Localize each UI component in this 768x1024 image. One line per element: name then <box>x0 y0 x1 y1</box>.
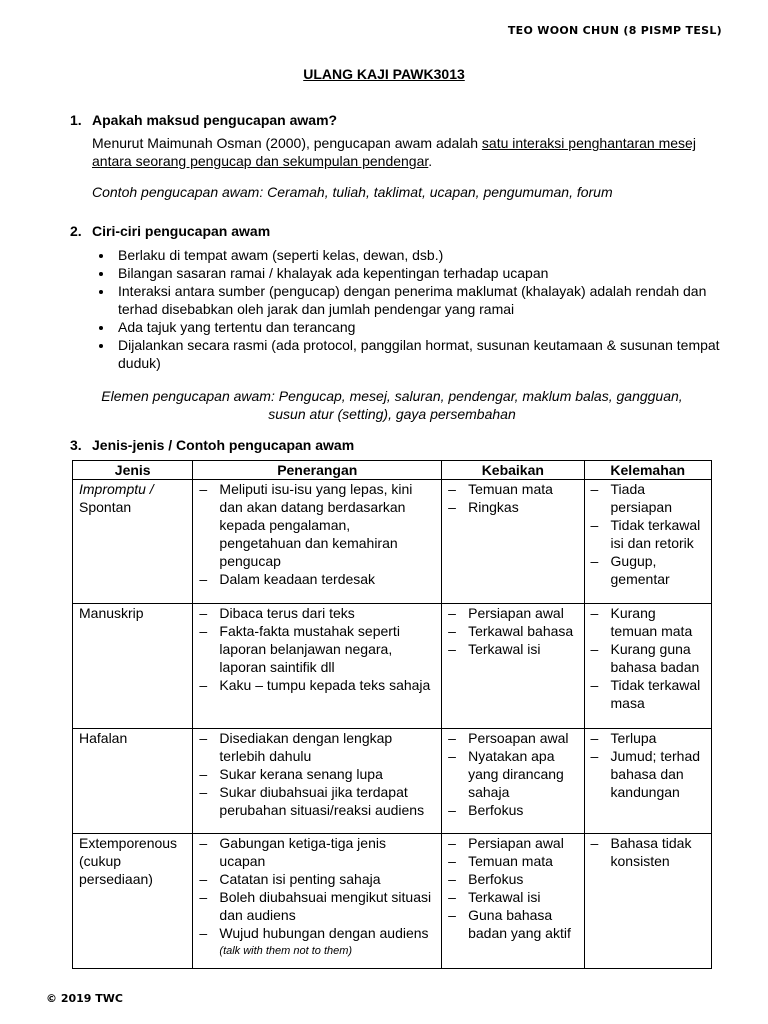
table-row <box>73 729 712 834</box>
section1-examples: Contoh pengucapan awam: Ceramah, tuliah, taklimat, ucapan, pengumuman, forum <box>92 184 613 200</box>
cell-jenis <box>73 729 193 834</box>
list-item: – Tidak terkawal masa <box>591 676 705 712</box>
column-header-kelemahan: Kelemahan <box>584 461 711 480</box>
types-table <box>72 460 712 969</box>
table-row <box>73 834 712 969</box>
list-item: • Bilangan sasaran ramai / khalayak ada kepentingan terhadap ucapan <box>114 264 734 282</box>
definition-underlined-2: antara seorang pengucap dan sekumpulan pendengar <box>92 153 429 169</box>
cell-kelemahan <box>584 729 711 834</box>
list-item: – Jumud; terhad bahasa dan kandungan <box>591 747 705 801</box>
cell-jenis <box>73 604 193 729</box>
list-item: – Temuan mata <box>448 480 577 498</box>
list-item: – Kurang guna bahasa badan <box>591 640 705 676</box>
jenis-label: Spontan <box>79 499 132 515</box>
cell-kebaikan <box>442 729 584 834</box>
list-item: • Berlaku di tempat awam (seperti kelas, dewan, dsb.) <box>114 246 734 264</box>
list-item: – Gugup, gementar <box>591 552 705 588</box>
definition-underlined-1: satu interaksi penghantaran mesej <box>481 135 696 151</box>
list-item: – Gabungan ketiga-tiga jenis ucapan <box>199 834 435 870</box>
cell-penerangan <box>193 729 442 834</box>
list-item: – Berfokus <box>448 801 577 819</box>
section3-heading <box>70 437 354 453</box>
list-item: – Guna bahasa badan yang aktif <box>448 906 577 942</box>
section1-title: Apakah maksud pengucapan awam? <box>92 112 338 128</box>
jenis-label: Extemporenous (cukup persediaan) <box>79 835 178 887</box>
section3-number: 3. <box>70 437 82 453</box>
elements-note <box>92 387 692 423</box>
list-item: – Bahasa tidak konsisten <box>591 834 705 870</box>
jenis-italic: Impromptu / <box>79 481 154 497</box>
list-item: – Kurang temuan mata <box>591 604 705 640</box>
table-header-row <box>73 461 712 480</box>
elements-line-1: Elemen pengucapan awam: Pengucap, mesej, saluran, pendengar, maklum balas, gangguan, <box>101 388 683 404</box>
list-item: – Temuan mata <box>448 852 577 870</box>
table-row <box>73 604 712 729</box>
list-item: – Terlupa <box>591 729 705 747</box>
list-item: – Terkawal isi <box>448 888 577 906</box>
author-header: TEO WOON CHUN (8 PISMP TESL) <box>507 24 722 37</box>
cell-penerangan <box>193 604 442 729</box>
list-item: – Persiapan awal <box>448 834 577 852</box>
list-item: – Sukar kerana senang lupa <box>199 765 435 783</box>
definition-prefix: Menurut Maimunah Osman (2000), pengucapan awam adalah <box>92 135 482 151</box>
section1-heading <box>70 112 337 128</box>
cell-kelemahan <box>584 834 711 969</box>
list-item: – Sukar diubahsuai jika terdapat perubahan situasi/reaksi audiens <box>199 783 435 819</box>
list-item: – Kaku – tumpu kepada teks sahaja <box>199 676 435 694</box>
cell-kelemahan <box>584 604 711 729</box>
column-header-jenis: Jenis <box>73 461 193 480</box>
page-title: ULANG KAJI PAWK3013 <box>303 66 465 82</box>
cell-penerangan <box>193 834 442 969</box>
section2-title: Ciri-ciri pengucapan awam <box>92 223 271 239</box>
list-item: – Ringkas <box>448 498 577 516</box>
list-item: – Boleh diubahsuai mengikut situasi dan audiens <box>199 888 435 924</box>
column-header-penerangan: Penerangan <box>193 461 442 480</box>
features-list <box>92 246 734 372</box>
cell-penerangan <box>193 480 442 604</box>
cell-kelemahan <box>584 480 711 604</box>
list-item: – Tiada persiapan <box>591 480 705 516</box>
list-item: – Fakta-fakta mustahak seperti laporan belanjawan negara, laporan saintifik dll <box>199 622 435 676</box>
section2-number: 2. <box>70 223 82 239</box>
list-item: – Disediakan dengan lengkap terlebih dahulu <box>199 729 435 765</box>
cell-kebaikan <box>442 480 584 604</box>
list-item: – Berfokus <box>448 870 577 888</box>
penerangan-note: (talk with them not to them) <box>219 945 353 957</box>
elements-line-2: susun atur (setting), gaya persembahan <box>268 406 516 422</box>
list-item: – Persoapan awal <box>448 729 577 747</box>
section1-definition <box>92 134 712 170</box>
list-item: – Nyatakan apa yang dirancang sahaja <box>448 747 577 801</box>
section2-heading <box>70 223 270 239</box>
list-item: • Interaksi antara sumber (pengucap) dengan penerima maklumat (khalayak) adalah rendah dan terhad disebabkan oleh jarak dan jumlah pendengar yang ramai <box>114 282 734 318</box>
definition-suffix: . <box>428 153 433 169</box>
list-item: – Meliputi isu-isu yang lepas, kini dan akan datang berdasarkan kepada pengalaman, pengetahuan dan kemahiran pengucap <box>199 480 435 570</box>
list-item: – Dibaca terus dari teks <box>199 604 435 622</box>
list-item: – Wujud hubungan dengan audiens <box>199 924 435 942</box>
cell-jenis <box>73 834 193 969</box>
jenis-label: Manuskrip <box>79 605 144 621</box>
table-row <box>73 480 712 604</box>
section1-number: 1. <box>70 112 82 128</box>
cell-jenis <box>73 480 193 604</box>
list-item: • Ada tajuk yang tertentu dan terancang <box>114 318 734 336</box>
list-item: – Terkawal isi <box>448 640 577 658</box>
list-item: – Persiapan awal <box>448 604 577 622</box>
cell-kebaikan <box>442 604 584 729</box>
list-item: – Dalam keadaan terdesak <box>199 570 435 588</box>
column-header-kebaikan: Kebaikan <box>442 461 584 480</box>
cell-kebaikan <box>442 834 584 969</box>
list-item: – Catatan isi penting sahaja <box>199 870 435 888</box>
list-item: – Terkawal bahasa <box>448 622 577 640</box>
list-item: • Dijalankan secara rasmi (ada protocol, panggilan hormat, susunan keutamaan & susunan tempat duduk) <box>114 336 734 372</box>
section3-title: Jenis-jenis / Contoh pengucapan awam <box>92 437 355 453</box>
jenis-label: Hafalan <box>79 730 128 746</box>
footer-copyright: © 2019 TWC <box>46 992 123 1005</box>
list-item: – Tidak terkawal isi dan retorik <box>591 516 705 552</box>
